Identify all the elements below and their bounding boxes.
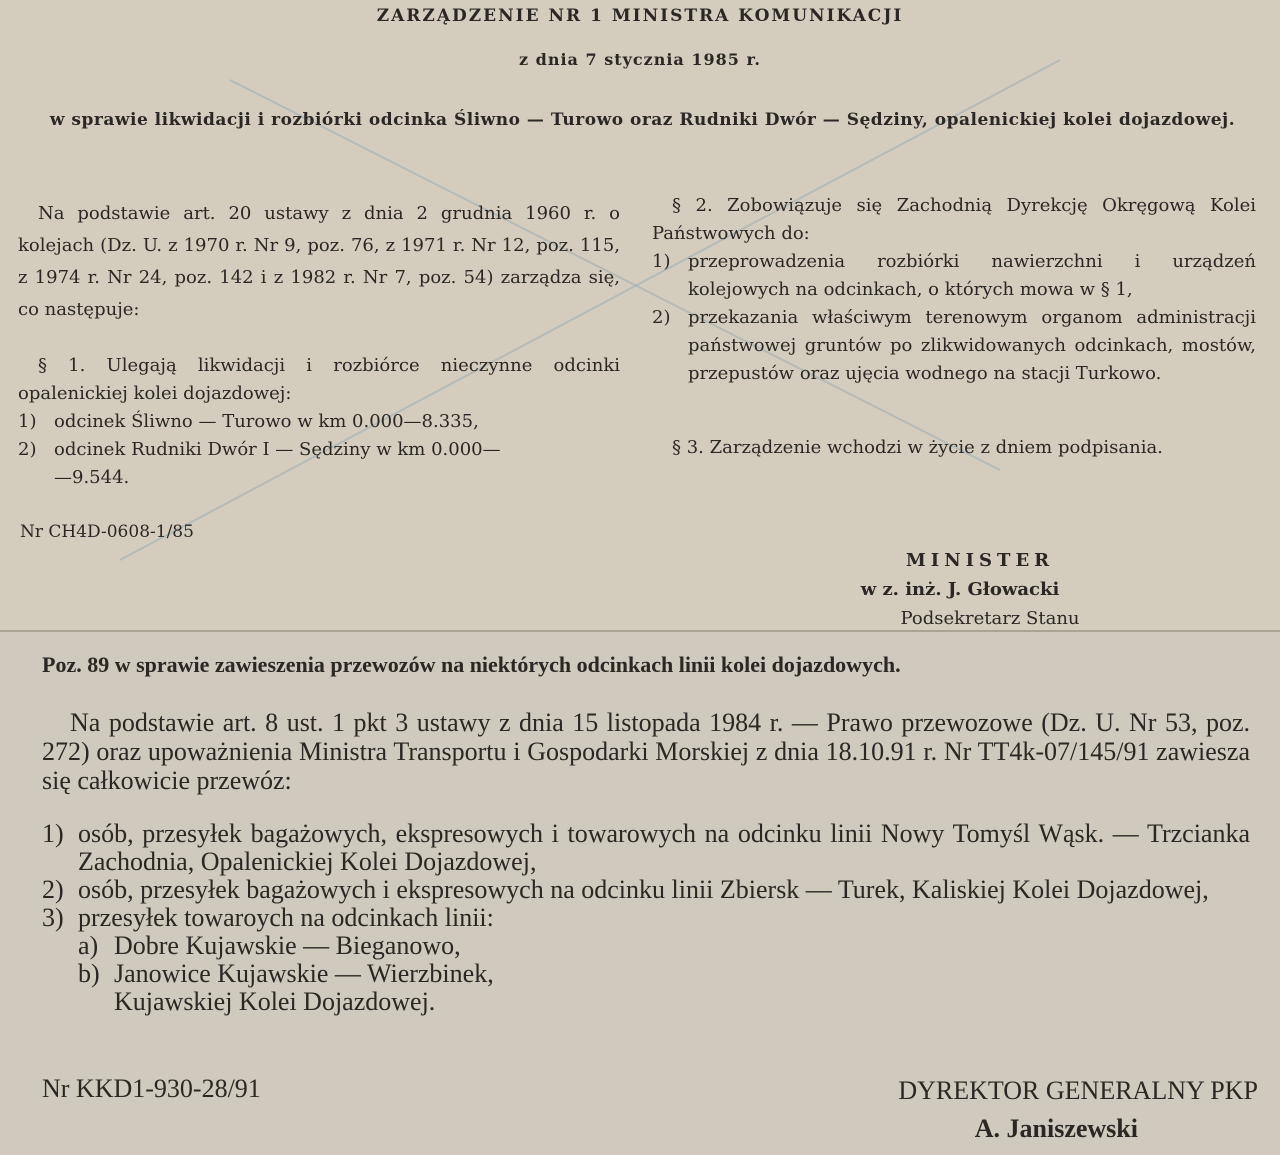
- par1-intro: § 1. Ulegają likwidacji i rozbiórce nieczynne odcinki opalenickiej kolei dojazdowej:: [18, 355, 620, 404]
- item-continuation: —9.544.: [54, 467, 130, 488]
- item-number: 1): [652, 251, 671, 272]
- subitem-continuation: Kujawskiej Kolei Dojazdowej.: [114, 987, 436, 1016]
- item-text: odcinek Śliwno — Turowo w km 0.000—8.335,: [54, 411, 479, 432]
- list-item: [652, 248, 1256, 304]
- item-text: osób, przesyłek bagażowych i ekspresowych na odcinku linii Zbiersk — Turek, Kaliskiej Kolei Dojazdowej,: [78, 875, 1209, 904]
- item-number: 2): [42, 875, 64, 904]
- list-item: [18, 408, 620, 436]
- lower-body: [42, 708, 1250, 795]
- reference-number: Nr KKD1-930-28/91: [42, 1074, 261, 1103]
- item-text: odcinek Rudniki Dwór I — Sędziny w km 0.000—: [54, 439, 501, 460]
- preamble: [18, 198, 620, 326]
- order-date: z dnia 7 stycznia 1985 r.: [519, 50, 761, 69]
- reference-number: Nr CH4D-0608-1/85: [20, 522, 194, 542]
- item-number: 2): [18, 439, 37, 460]
- list-item: [42, 820, 1250, 876]
- paragraph-2: [652, 192, 1256, 388]
- signature-title: Podsekretarz Stanu: [900, 608, 1080, 629]
- lower-body-text: Na podstawie art. 8 ust. 1 pkt 3 ustawy z dnia 15 listopada 1984 r. — Prawo przewozowe (Dz. U. Nr 53, poz. 272) oraz upoważnienia Ministra Transportu i Gospodarki Morskiej z dnia 18.10.91 r. Nr TT4k-07/145/91 zawiesza się całkowicie przewóz:: [42, 708, 1250, 795]
- sub-list-item: [42, 960, 1250, 988]
- subitem-letter: a): [78, 931, 99, 960]
- list-item: [652, 304, 1256, 388]
- subitem-letter: b): [78, 959, 100, 988]
- signature-title: DYREKTOR GENERALNY PKP: [898, 1076, 1258, 1105]
- order-title: ZARZĄDZENIE NR 1 MINISTRA KOMUNIKACJI: [376, 6, 904, 26]
- item-text: osób, przesyłek bagażowych, ekspresowych i towarowych na odcinku linii Nowy Tomyśl Wąsk. — Trzcianka Zachodnia, Opalenickiej Kolei Dojazdowej,: [78, 819, 1250, 876]
- order-subject: w sprawie likwidacji i rozbiórki odcinka Śliwno — Turowo oraz Rudniki Dwór — Sędziny, opalenickiej kolei dojazdowej.: [49, 110, 1236, 130]
- signature-name: w z. inż. J. Głowacki: [860, 579, 1060, 600]
- paragraph-1: [18, 352, 620, 492]
- suspension-list: [42, 820, 1250, 1016]
- item-number: 1): [42, 819, 64, 848]
- signature-name: A. Janiszewski: [974, 1114, 1138, 1143]
- par2-intro: § 2. Zobowiązuje się Zachodnią Dyrekcję Okręgową Kolei Państwowych do:: [652, 195, 1256, 244]
- subitem-text: Dobre Kujawskie — Bieganowo,: [114, 931, 461, 960]
- list-item: [18, 436, 620, 464]
- subitem-text: Janowice Kujawskie — Wierzbinek,: [114, 959, 494, 988]
- sub-list-item: [42, 932, 1250, 960]
- par3-text: § 3. Zarządzenie wchodzi w życie z dniem podpisania.: [672, 437, 1163, 458]
- signature-role: MINISTER: [905, 550, 1055, 571]
- item-number: 3): [42, 903, 64, 932]
- item-heading: Poz. 89 w sprawie zawieszenia przewozów na niektórych odcinkach linii kolei dojazdowych.: [42, 652, 901, 677]
- item-number: 2): [652, 307, 671, 328]
- minister-signature: [800, 546, 1120, 633]
- item-text: przeprowadzenia rozbiórki nawierzchni i urządzeń kolejowych na odcinkach, o których mowa w § 1,: [688, 251, 1256, 300]
- list-item: [42, 904, 1250, 932]
- preamble-text: Na podstawie art. 20 ustawy z dnia 2 grudnia 1960 r. o kolejach (Dz. U. z 1970 r. Nr 9, poz. 76, z 1971 r. Nr 12, poz. 115, z 1974 r. Nr 24, poz. 142 i z 1982 r. Nr 7, poz. 54) zarządza się, co następuje:: [18, 203, 620, 320]
- item-text: przesyłek towaroych na odcinkach linii:: [78, 903, 494, 932]
- paragraph-3: [652, 432, 1256, 463]
- director-signature: [818, 1072, 1258, 1148]
- list-item: [42, 876, 1250, 904]
- item-text: przekazania właściwym terenowym organom administracji państwowej gruntów po zlikwidowanych odcinkach, mostów, przepustów oraz ujęcia wodnego na stacji Turkowo.: [688, 307, 1256, 384]
- item-number: 1): [18, 411, 37, 432]
